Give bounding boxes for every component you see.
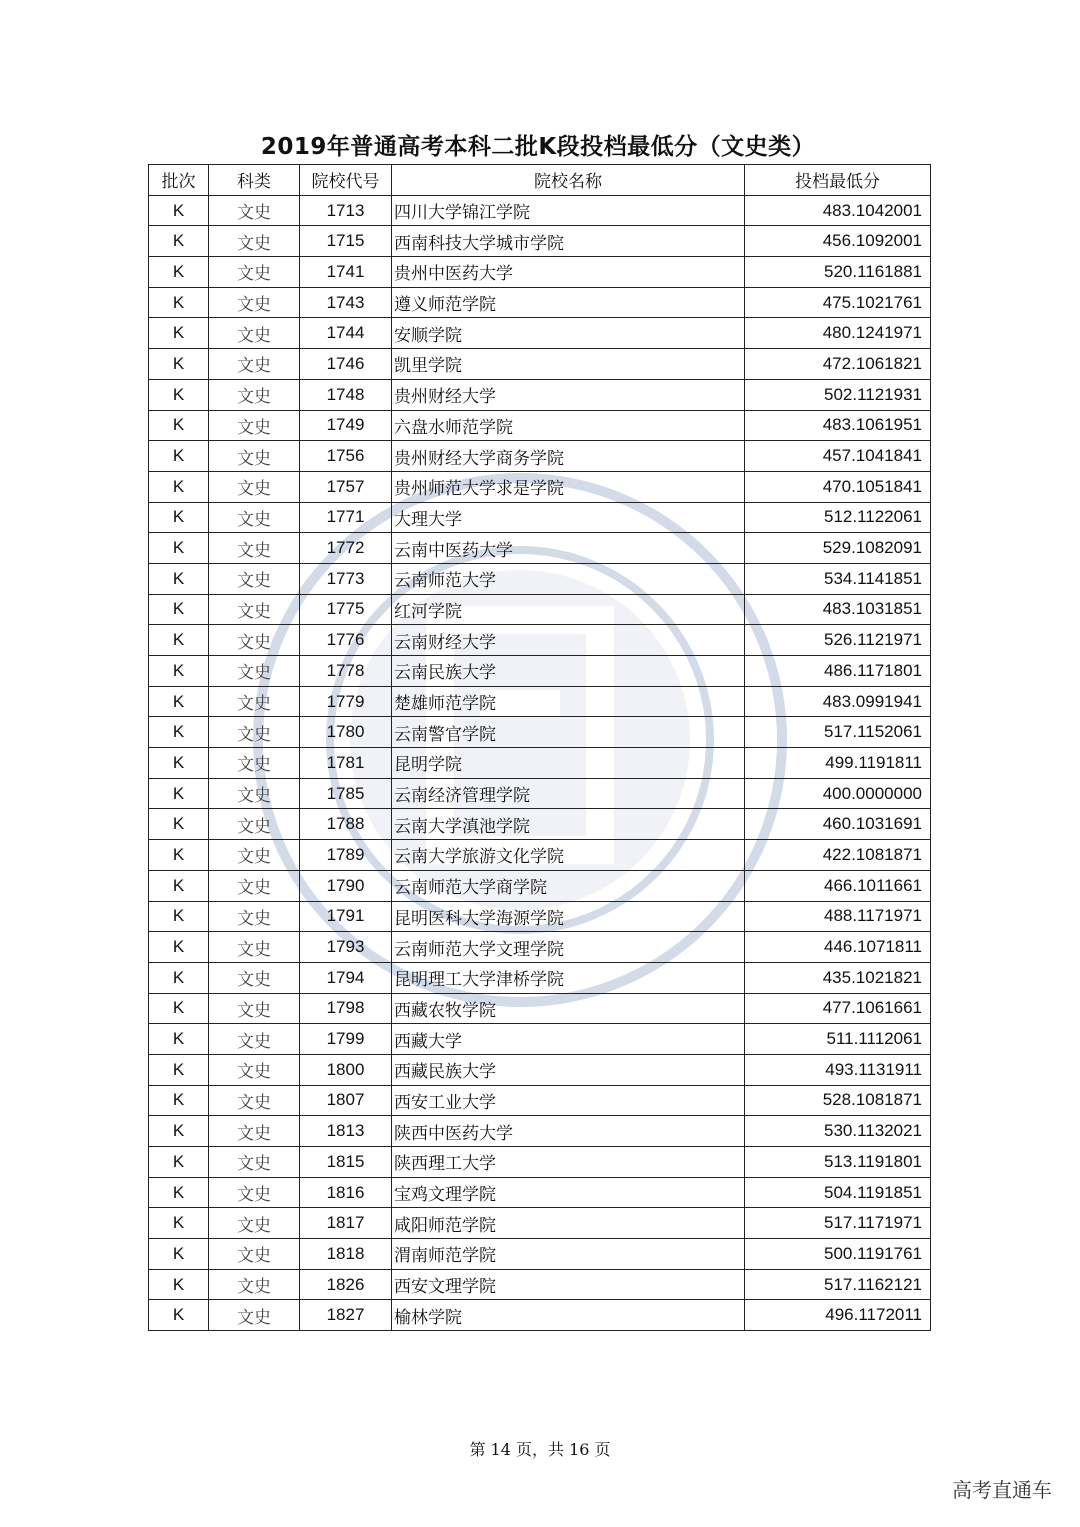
batch-cell: K — [149, 993, 209, 1024]
category-cell: 文史 — [209, 594, 300, 625]
min-score-cell: 534.1141851 — [745, 563, 931, 594]
column-header-school-name: 院校名称 — [392, 165, 745, 196]
category-cell: 文史 — [209, 349, 300, 380]
admission-score-table — [148, 164, 931, 1331]
category-cell: 文史 — [209, 840, 300, 871]
school-code-cell: 1791 — [300, 901, 392, 932]
min-score-cell: 517.1162121 — [745, 1269, 931, 1300]
min-score-cell: 520.1161881 — [745, 257, 931, 288]
min-score-cell: 530.1132021 — [745, 1116, 931, 1147]
school-code-cell: 1773 — [300, 563, 392, 594]
category-cell: 文史 — [209, 1239, 300, 1270]
batch-cell: K — [149, 410, 209, 441]
table-row — [149, 625, 931, 656]
school-name-cell: 贵州师范大学求是学院 — [392, 471, 745, 502]
batch-cell: K — [149, 1177, 209, 1208]
table-row — [149, 809, 931, 840]
category-cell: 文史 — [209, 932, 300, 963]
school-code-cell: 1776 — [300, 625, 392, 656]
school-name-cell: 云南财经大学 — [392, 625, 745, 656]
school-name-cell: 昆明理工大学津桥学院 — [392, 962, 745, 993]
batch-cell: K — [149, 870, 209, 901]
school-code-cell: 1826 — [300, 1269, 392, 1300]
school-name-cell: 云南民族大学 — [392, 656, 745, 687]
school-code-cell: 1756 — [300, 441, 392, 472]
category-cell: 文史 — [209, 441, 300, 472]
table-row — [149, 379, 931, 410]
category-cell: 文史 — [209, 1054, 300, 1085]
school-name-cell: 宝鸡文理学院 — [392, 1177, 745, 1208]
school-code-cell: 1781 — [300, 748, 392, 779]
school-name-cell: 贵州财经大学商务学院 — [392, 441, 745, 472]
min-score-cell: 475.1021761 — [745, 287, 931, 318]
batch-cell: K — [149, 226, 209, 257]
table-row — [149, 533, 931, 564]
min-score-cell: 513.1191801 — [745, 1147, 931, 1178]
category-cell: 文史 — [209, 1300, 300, 1331]
batch-cell: K — [149, 563, 209, 594]
table-row — [149, 656, 931, 687]
school-code-cell: 1744 — [300, 318, 392, 349]
school-name-cell: 云南师范大学 — [392, 563, 745, 594]
min-score-cell: 480.1241971 — [745, 318, 931, 349]
batch-cell: K — [149, 778, 209, 809]
school-name-cell: 云南经济管理学院 — [392, 778, 745, 809]
school-name-cell: 贵州中医药大学 — [392, 257, 745, 288]
column-header-min-score: 投档最低分 — [745, 165, 931, 196]
school-name-cell: 遵义师范学院 — [392, 287, 745, 318]
school-code-cell: 1799 — [300, 1024, 392, 1055]
table-row — [149, 1147, 931, 1178]
school-code-cell: 1778 — [300, 656, 392, 687]
school-name-cell: 贵州财经大学 — [392, 379, 745, 410]
table-row — [149, 257, 931, 288]
table-row — [149, 686, 931, 717]
table-body — [149, 195, 931, 1330]
category-cell: 文史 — [209, 778, 300, 809]
school-code-cell: 1817 — [300, 1208, 392, 1239]
category-cell: 文史 — [209, 686, 300, 717]
school-name-cell: 凯里学院 — [392, 349, 745, 380]
school-code-cell: 1780 — [300, 717, 392, 748]
category-cell: 文史 — [209, 870, 300, 901]
school-code-cell: 1757 — [300, 471, 392, 502]
school-name-cell: 云南警官学院 — [392, 717, 745, 748]
batch-cell: K — [149, 441, 209, 472]
table-row — [149, 441, 931, 472]
category-cell: 文史 — [209, 379, 300, 410]
school-code-cell: 1790 — [300, 870, 392, 901]
table-row — [149, 962, 931, 993]
min-score-cell: 483.1042001 — [745, 195, 931, 226]
min-score-cell: 493.1131911 — [745, 1054, 931, 1085]
batch-cell: K — [149, 901, 209, 932]
school-name-cell: 安顺学院 — [392, 318, 745, 349]
category-cell: 文史 — [209, 287, 300, 318]
school-name-cell: 云南大学滇池学院 — [392, 809, 745, 840]
table-row — [149, 901, 931, 932]
category-cell: 文史 — [209, 901, 300, 932]
category-cell: 文史 — [209, 1208, 300, 1239]
category-cell: 文史 — [209, 471, 300, 502]
batch-cell: K — [149, 1300, 209, 1331]
min-score-cell: 483.1061951 — [745, 410, 931, 441]
table-row — [149, 502, 931, 533]
category-cell: 文史 — [209, 318, 300, 349]
category-cell: 文史 — [209, 717, 300, 748]
batch-cell: K — [149, 379, 209, 410]
school-code-cell: 1743 — [300, 287, 392, 318]
category-cell: 文史 — [209, 1269, 300, 1300]
table-row — [149, 195, 931, 226]
table-row — [149, 1239, 931, 1270]
batch-cell: K — [149, 932, 209, 963]
school-name-cell: 云南大学旅游文化学院 — [392, 840, 745, 871]
batch-cell: K — [149, 1208, 209, 1239]
category-cell: 文史 — [209, 748, 300, 779]
school-name-cell: 六盘水师范学院 — [392, 410, 745, 441]
table-row — [149, 1177, 931, 1208]
school-code-cell: 1713 — [300, 195, 392, 226]
batch-cell: K — [149, 471, 209, 502]
category-cell: 文史 — [209, 1177, 300, 1208]
page-title: 2019年普通高考本科二批K段投档最低分（文史类） — [260, 134, 816, 160]
min-score-cell: 517.1171971 — [745, 1208, 931, 1239]
min-score-cell: 466.1011661 — [745, 870, 931, 901]
min-score-cell: 400.0000000 — [745, 778, 931, 809]
min-score-cell: 529.1082091 — [745, 533, 931, 564]
batch-cell: K — [149, 717, 209, 748]
table-row — [149, 717, 931, 748]
min-score-cell: 512.1122061 — [745, 502, 931, 533]
table-row — [149, 993, 931, 1024]
batch-cell: K — [149, 594, 209, 625]
min-score-cell: 477.1061661 — [745, 993, 931, 1024]
school-name-cell: 四川大学锦江学院 — [392, 195, 745, 226]
brand-watermark: 高考直通车 — [952, 1478, 1052, 1502]
school-name-cell: 红河学院 — [392, 594, 745, 625]
table-row — [149, 1116, 931, 1147]
school-code-cell: 1794 — [300, 962, 392, 993]
table-row — [149, 1054, 931, 1085]
category-cell: 文史 — [209, 625, 300, 656]
school-code-cell: 1749 — [300, 410, 392, 441]
school-code-cell: 1807 — [300, 1085, 392, 1116]
category-cell: 文史 — [209, 410, 300, 441]
batch-cell: K — [149, 287, 209, 318]
school-code-cell: 1748 — [300, 379, 392, 410]
min-score-cell: 460.1031691 — [745, 809, 931, 840]
school-name-cell: 西藏民族大学 — [392, 1054, 745, 1085]
batch-cell: K — [149, 748, 209, 779]
category-cell: 文史 — [209, 809, 300, 840]
batch-cell: K — [149, 1147, 209, 1178]
batch-cell: K — [149, 1024, 209, 1055]
table-row — [149, 318, 931, 349]
table-row — [149, 471, 931, 502]
school-name-cell: 云南师范大学文理学院 — [392, 932, 745, 963]
category-cell: 文史 — [209, 1024, 300, 1055]
min-score-cell: 435.1021821 — [745, 962, 931, 993]
batch-cell: K — [149, 840, 209, 871]
min-score-cell: 483.1031851 — [745, 594, 931, 625]
column-header-category: 科类 — [209, 165, 300, 196]
category-cell: 文史 — [209, 1147, 300, 1178]
school-name-cell: 昆明医科大学海源学院 — [392, 901, 745, 932]
school-name-cell: 西藏大学 — [392, 1024, 745, 1055]
category-cell: 文史 — [209, 993, 300, 1024]
school-name-cell: 云南师范大学商学院 — [392, 870, 745, 901]
min-score-cell: 499.1191811 — [745, 748, 931, 779]
batch-cell: K — [149, 686, 209, 717]
min-score-cell: 483.0991941 — [745, 686, 931, 717]
category-cell: 文史 — [209, 533, 300, 564]
page-number: 第 14 页，共 16 页 — [469, 1440, 611, 1459]
batch-cell: K — [149, 533, 209, 564]
school-name-cell: 陕西中医药大学 — [392, 1116, 745, 1147]
school-code-cell: 1715 — [300, 226, 392, 257]
category-cell: 文史 — [209, 257, 300, 288]
batch-cell: K — [149, 502, 209, 533]
table-row — [149, 1300, 931, 1331]
school-code-cell: 1800 — [300, 1054, 392, 1085]
min-score-cell: 457.1041841 — [745, 441, 931, 472]
category-cell: 文史 — [209, 1085, 300, 1116]
batch-cell: K — [149, 1054, 209, 1085]
table-header-row — [149, 165, 931, 196]
batch-cell: K — [149, 962, 209, 993]
school-code-cell: 1813 — [300, 1116, 392, 1147]
min-score-cell: 456.1092001 — [745, 226, 931, 257]
batch-cell: K — [149, 1239, 209, 1270]
min-score-cell: 517.1152061 — [745, 717, 931, 748]
min-score-cell: 472.1061821 — [745, 349, 931, 380]
min-score-cell: 511.1112061 — [745, 1024, 931, 1055]
school-name-cell: 榆林学院 — [392, 1300, 745, 1331]
table-row — [149, 870, 931, 901]
table-row — [149, 778, 931, 809]
table-row — [149, 932, 931, 963]
column-header-school-code: 院校代号 — [300, 165, 392, 196]
table-row — [149, 1269, 931, 1300]
table-row — [149, 1024, 931, 1055]
min-score-cell: 528.1081871 — [745, 1085, 931, 1116]
batch-cell: K — [149, 1269, 209, 1300]
min-score-cell: 446.1071811 — [745, 932, 931, 963]
batch-cell: K — [149, 809, 209, 840]
school-name-cell: 昆明学院 — [392, 748, 745, 779]
school-name-cell: 西安文理学院 — [392, 1269, 745, 1300]
min-score-cell: 500.1191761 — [745, 1239, 931, 1270]
min-score-cell: 502.1121931 — [745, 379, 931, 410]
school-name-cell: 陕西理工大学 — [392, 1147, 745, 1178]
min-score-cell: 526.1121971 — [745, 625, 931, 656]
min-score-cell: 470.1051841 — [745, 471, 931, 502]
batch-cell: K — [149, 349, 209, 380]
school-name-cell: 西藏农牧学院 — [392, 993, 745, 1024]
school-name-cell: 渭南师范学院 — [392, 1239, 745, 1270]
category-cell: 文史 — [209, 195, 300, 226]
school-name-cell: 西南科技大学城市学院 — [392, 226, 745, 257]
school-code-cell: 1746 — [300, 349, 392, 380]
batch-cell: K — [149, 625, 209, 656]
school-code-cell: 1772 — [300, 533, 392, 564]
school-code-cell: 1815 — [300, 1147, 392, 1178]
school-code-cell: 1788 — [300, 809, 392, 840]
table-row — [149, 594, 931, 625]
table-row — [149, 226, 931, 257]
min-score-cell: 422.1081871 — [745, 840, 931, 871]
table-row — [149, 1085, 931, 1116]
table-row — [149, 1208, 931, 1239]
table-row — [149, 563, 931, 594]
school-code-cell: 1827 — [300, 1300, 392, 1331]
school-code-cell: 1789 — [300, 840, 392, 871]
table-row — [149, 410, 931, 441]
min-score-cell: 488.1171971 — [745, 901, 931, 932]
school-code-cell: 1741 — [300, 257, 392, 288]
category-cell: 文史 — [209, 1116, 300, 1147]
school-code-cell: 1818 — [300, 1239, 392, 1270]
school-code-cell: 1775 — [300, 594, 392, 625]
category-cell: 文史 — [209, 962, 300, 993]
category-cell: 文史 — [209, 656, 300, 687]
min-score-cell: 486.1171801 — [745, 656, 931, 687]
school-code-cell: 1785 — [300, 778, 392, 809]
school-name-cell: 咸阳师范学院 — [392, 1208, 745, 1239]
school-name-cell: 西安工业大学 — [392, 1085, 745, 1116]
school-code-cell: 1798 — [300, 993, 392, 1024]
school-name-cell: 楚雄师范学院 — [392, 686, 745, 717]
batch-cell: K — [149, 1116, 209, 1147]
school-code-cell: 1779 — [300, 686, 392, 717]
batch-cell: K — [149, 656, 209, 687]
school-code-cell: 1816 — [300, 1177, 392, 1208]
batch-cell: K — [149, 318, 209, 349]
table-row — [149, 349, 931, 380]
category-cell: 文史 — [209, 502, 300, 533]
school-name-cell: 云南中医药大学 — [392, 533, 745, 564]
table-row — [149, 840, 931, 871]
category-cell: 文史 — [209, 563, 300, 594]
category-cell: 文史 — [209, 226, 300, 257]
min-score-cell: 496.1172011 — [745, 1300, 931, 1331]
table-row — [149, 287, 931, 318]
min-score-cell: 504.1191851 — [745, 1177, 931, 1208]
school-code-cell: 1771 — [300, 502, 392, 533]
batch-cell: K — [149, 195, 209, 226]
batch-cell: K — [149, 1085, 209, 1116]
table-row — [149, 748, 931, 779]
school-code-cell: 1793 — [300, 932, 392, 963]
school-name-cell: 大理大学 — [392, 502, 745, 533]
batch-cell: K — [149, 257, 209, 288]
column-header-batch: 批次 — [149, 165, 209, 196]
